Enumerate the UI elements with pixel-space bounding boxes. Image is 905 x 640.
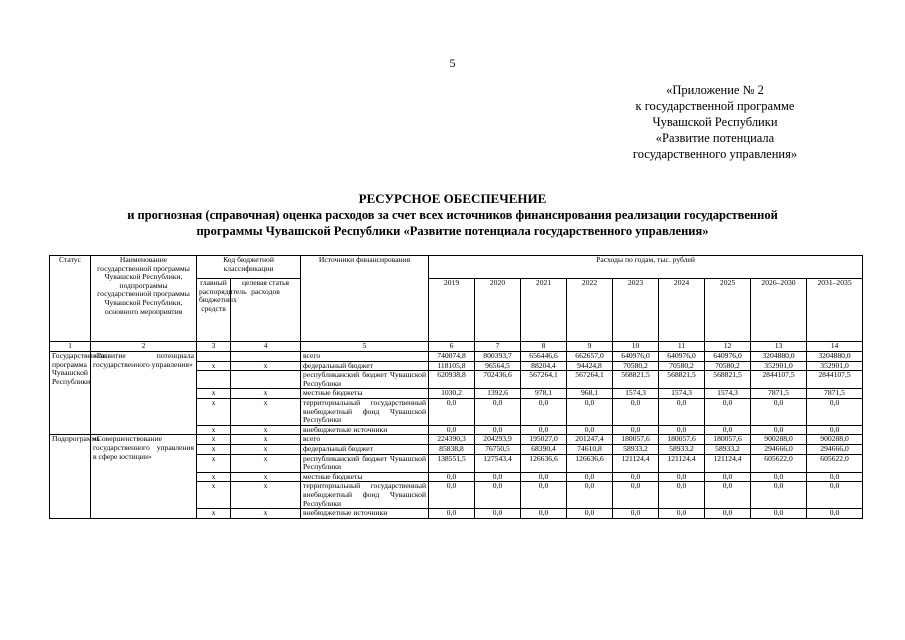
expense-value: 195027,0: [521, 435, 567, 445]
column-number-row: [50, 342, 863, 352]
appendix-line: государственного управления»: [632, 147, 798, 161]
expense-value: 126636,6: [567, 454, 613, 472]
expense-value: 0,0: [613, 482, 659, 509]
col-number: 3: [197, 342, 231, 352]
expense-value: 180057,6: [613, 435, 659, 445]
expense-value: 0,0: [429, 472, 475, 482]
expense-value: 201247,4: [567, 435, 613, 445]
expense-value: 0,0: [521, 398, 567, 425]
expense-value: 126636,6: [521, 454, 567, 472]
expense-value: 640976,0: [659, 352, 705, 362]
expense-value: 74610,8: [567, 444, 613, 454]
expense-value: 85838,8: [429, 444, 475, 454]
expense-value: 70580,2: [705, 361, 751, 371]
expense-value: 0,0: [429, 398, 475, 425]
header-year: 2031–2035: [807, 279, 863, 342]
target-item-code: x: [231, 398, 301, 425]
target-item-code: x: [231, 361, 301, 371]
funding-source: федеральный бюджет: [301, 444, 429, 454]
expense-value: 0,0: [567, 398, 613, 425]
target-item-code: x: [231, 509, 301, 519]
expense-value: 0,0: [705, 425, 751, 435]
expense-value: 0,0: [613, 472, 659, 482]
expense-value: 0,0: [705, 472, 751, 482]
header-name: Наименование государственной программы Чувашской Республики, подпрограммы государственной программы Чувашской Республики, основного мероприятия: [91, 256, 197, 342]
table-row: [50, 352, 863, 362]
expense-value: 568821,5: [705, 371, 751, 389]
expense-value: 76750,5: [475, 444, 521, 454]
funding-source: территориальный государственный внебюджетный фонд Чувашской Республики: [301, 398, 429, 425]
header-sources: Источники финансирования: [301, 256, 429, 342]
expense-value: 180057,6: [659, 435, 705, 445]
header-year: 2021: [521, 279, 567, 342]
main-manager-code: x: [197, 454, 231, 472]
col-number: 13: [751, 342, 807, 352]
expense-value: 1574,3: [705, 389, 751, 399]
appendix-line: Чувашской Республики: [652, 115, 778, 129]
header-year: 2023: [613, 279, 659, 342]
target-item-code: x: [231, 389, 301, 399]
col-number: 6: [429, 342, 475, 352]
expense-value: 1574,3: [613, 389, 659, 399]
expense-value: 204293,9: [475, 435, 521, 445]
main-manager-code: x: [197, 435, 231, 445]
subtitle-line: программы Чувашской Республики «Развитие потенциала государственного управления»: [196, 224, 709, 238]
expense-value: 568821,5: [613, 371, 659, 389]
expense-value: 0,0: [659, 472, 705, 482]
expense-value: 568821,5: [659, 371, 705, 389]
target-item-code: x: [231, 472, 301, 482]
header-status: Статус: [50, 256, 91, 342]
col-number: 2: [91, 342, 197, 352]
expense-value: 0,0: [429, 425, 475, 435]
table-row: [50, 435, 863, 445]
expense-value: 0,0: [659, 482, 705, 509]
funding-source: республиканский бюджет Чувашской Республики: [301, 371, 429, 389]
appendix-line: «Приложение № 2: [666, 83, 764, 97]
main-manager-code: x: [197, 398, 231, 425]
expense-value: 0,0: [705, 398, 751, 425]
expense-value: 0,0: [475, 482, 521, 509]
target-item-code: [231, 371, 301, 389]
expense-value: 0,0: [567, 472, 613, 482]
header-expenses: Расходы по годам, тыс. рублей: [429, 256, 863, 279]
expense-value: 800393,7: [475, 352, 521, 362]
expense-value: 58933,2: [659, 444, 705, 454]
expense-value: 0,0: [751, 509, 807, 519]
expense-value: 0,0: [807, 509, 863, 519]
expense-value: 1392,6: [475, 389, 521, 399]
header-year: 2026–2030: [751, 279, 807, 342]
expense-value: 3204880,0: [807, 352, 863, 362]
target-item-code: x: [231, 425, 301, 435]
col-number: 14: [807, 342, 863, 352]
expense-value: 0,0: [751, 472, 807, 482]
header-year: 2019: [429, 279, 475, 342]
expense-value: 0,0: [429, 509, 475, 519]
target-item-code: x: [231, 444, 301, 454]
funding-source: всего: [301, 352, 429, 362]
funding-source: территориальный государственный внебюджетный фонд Чувашской Республики: [301, 482, 429, 509]
expense-value: 0,0: [807, 398, 863, 425]
target-item-code: x: [231, 482, 301, 509]
main-manager-code: [197, 371, 231, 389]
expense-value: 0,0: [705, 482, 751, 509]
main-manager-code: x: [197, 472, 231, 482]
section-status: Подпрограмма: [50, 435, 91, 518]
expense-value: 352901,0: [751, 361, 807, 371]
expense-value: 2844107,5: [751, 371, 807, 389]
col-number: 9: [567, 342, 613, 352]
expense-value: 900288,0: [807, 435, 863, 445]
expense-value: 0,0: [807, 472, 863, 482]
expense-value: 702436,6: [475, 371, 521, 389]
header-budget-code: Код бюджетной классификации: [197, 256, 301, 279]
target-item-code: [231, 352, 301, 362]
expense-value: 640976,0: [705, 352, 751, 362]
expense-value: 224390,3: [429, 435, 475, 445]
expense-value: 605622,0: [807, 454, 863, 472]
expense-value: 138551,5: [429, 454, 475, 472]
expense-value: 0,0: [751, 482, 807, 509]
col-number: 12: [705, 342, 751, 352]
expense-value: 118105,8: [429, 361, 475, 371]
expense-value: 121124,4: [613, 454, 659, 472]
appendix-line: «Развитие потенциала: [655, 131, 775, 145]
appendix-note: [560, 82, 870, 162]
expense-value: 0,0: [807, 482, 863, 509]
expense-value: 620938,8: [429, 371, 475, 389]
main-manager-code: x: [197, 509, 231, 519]
expense-value: 0,0: [659, 425, 705, 435]
expense-value: 0,0: [751, 425, 807, 435]
main-manager-code: [197, 352, 231, 362]
header-target-item: целевая статья расходов: [231, 279, 301, 342]
expense-value: 70580,2: [613, 361, 659, 371]
funding-source: местные бюджеты: [301, 389, 429, 399]
col-number: 8: [521, 342, 567, 352]
target-item-code: x: [231, 435, 301, 445]
section-name: «Совершенствование государственного управления в сфере юстиции»: [91, 435, 197, 518]
expense-value: 70580,2: [659, 361, 705, 371]
main-manager-code: x: [197, 389, 231, 399]
funding-source: внебюджетные источники: [301, 425, 429, 435]
main-manager-code: x: [197, 482, 231, 509]
expense-value: 1030,2: [429, 389, 475, 399]
expense-value: 180057,6: [705, 435, 751, 445]
expense-value: 0,0: [521, 425, 567, 435]
resource-table: [49, 255, 863, 519]
expense-value: 3204880,0: [751, 352, 807, 362]
expense-value: 7871,5: [751, 389, 807, 399]
expense-value: 58933,2: [705, 444, 751, 454]
funding-source: местные бюджеты: [301, 472, 429, 482]
main-manager-code: x: [197, 425, 231, 435]
col-number: 10: [613, 342, 659, 352]
expense-value: 567264,1: [567, 371, 613, 389]
main-manager-code: x: [197, 361, 231, 371]
expense-value: 740074,8: [429, 352, 475, 362]
expense-value: 0,0: [429, 482, 475, 509]
expense-value: 0,0: [751, 398, 807, 425]
expense-value: 127543,4: [475, 454, 521, 472]
expense-value: 1574,3: [659, 389, 705, 399]
funding-source: республиканский бюджет Чувашской Республики: [301, 454, 429, 472]
section-status: Государственная программа Чувашской Республики: [50, 352, 91, 435]
expense-value: 0,0: [475, 472, 521, 482]
appendix-line: к государственной программе: [635, 99, 795, 113]
expense-value: 58933,2: [613, 444, 659, 454]
expense-value: 0,0: [475, 425, 521, 435]
expense-value: 0,0: [475, 509, 521, 519]
document-title: РЕСУРСНОЕ ОБЕСПЕЧЕНИЕ: [358, 191, 547, 206]
expense-value: 605622,0: [751, 454, 807, 472]
expense-value: 0,0: [521, 482, 567, 509]
header-main-manager: главный распорядитель бюджетных средств: [197, 279, 231, 342]
section-name: «Развитие потенциала государственного управления»: [91, 352, 197, 435]
expense-value: 0,0: [659, 398, 705, 425]
col-number: 1: [50, 342, 91, 352]
expense-value: 0,0: [567, 482, 613, 509]
expense-value: 0,0: [475, 398, 521, 425]
expense-value: 0,0: [659, 509, 705, 519]
target-item-code: x: [231, 454, 301, 472]
expense-value: 96564,5: [475, 361, 521, 371]
funding-source: всего: [301, 435, 429, 445]
expense-value: 68390,4: [521, 444, 567, 454]
expense-value: 0,0: [613, 425, 659, 435]
expense-value: 88204,4: [521, 361, 567, 371]
expense-value: 294666,0: [807, 444, 863, 454]
expense-value: 567264,1: [521, 371, 567, 389]
expense-value: 294666,0: [751, 444, 807, 454]
header-year: 2020: [475, 279, 521, 342]
header-year: 2024: [659, 279, 705, 342]
expense-value: 968,1: [567, 389, 613, 399]
subtitle-line: и прогнозная (справочная) оценка расходов за счет всех источников финансирования реализации государственной: [127, 208, 778, 222]
header-year: 2022: [567, 279, 613, 342]
expense-value: 0,0: [613, 398, 659, 425]
expense-value: 0,0: [521, 509, 567, 519]
expense-value: 0,0: [705, 509, 751, 519]
expense-value: 121124,4: [705, 454, 751, 472]
expense-value: 0,0: [521, 472, 567, 482]
expense-value: 7871,5: [807, 389, 863, 399]
table-body: [50, 352, 863, 519]
expense-value: 0,0: [567, 425, 613, 435]
col-number: 5: [301, 342, 429, 352]
col-number: 11: [659, 342, 705, 352]
expense-value: 900288,0: [751, 435, 807, 445]
expense-value: 0,0: [807, 425, 863, 435]
expense-value: 978,1: [521, 389, 567, 399]
expense-value: 2844107,5: [807, 371, 863, 389]
main-manager-code: x: [197, 444, 231, 454]
funding-source: федеральный бюджет: [301, 361, 429, 371]
expense-value: 352901,0: [807, 361, 863, 371]
expense-value: 0,0: [567, 509, 613, 519]
expense-value: 121124,4: [659, 454, 705, 472]
expense-value: 94424,8: [567, 361, 613, 371]
col-number: 4: [231, 342, 301, 352]
document-subtitle: [40, 207, 865, 239]
expense-value: 0,0: [613, 509, 659, 519]
col-number: 7: [475, 342, 521, 352]
expense-value: 640976,0: [613, 352, 659, 362]
funding-source: внебюджетные источники: [301, 509, 429, 519]
expense-value: 662657,0: [567, 352, 613, 362]
expense-value: 656446,6: [521, 352, 567, 362]
header-year: 2025: [705, 279, 751, 342]
page-number: 5: [449, 56, 456, 70]
